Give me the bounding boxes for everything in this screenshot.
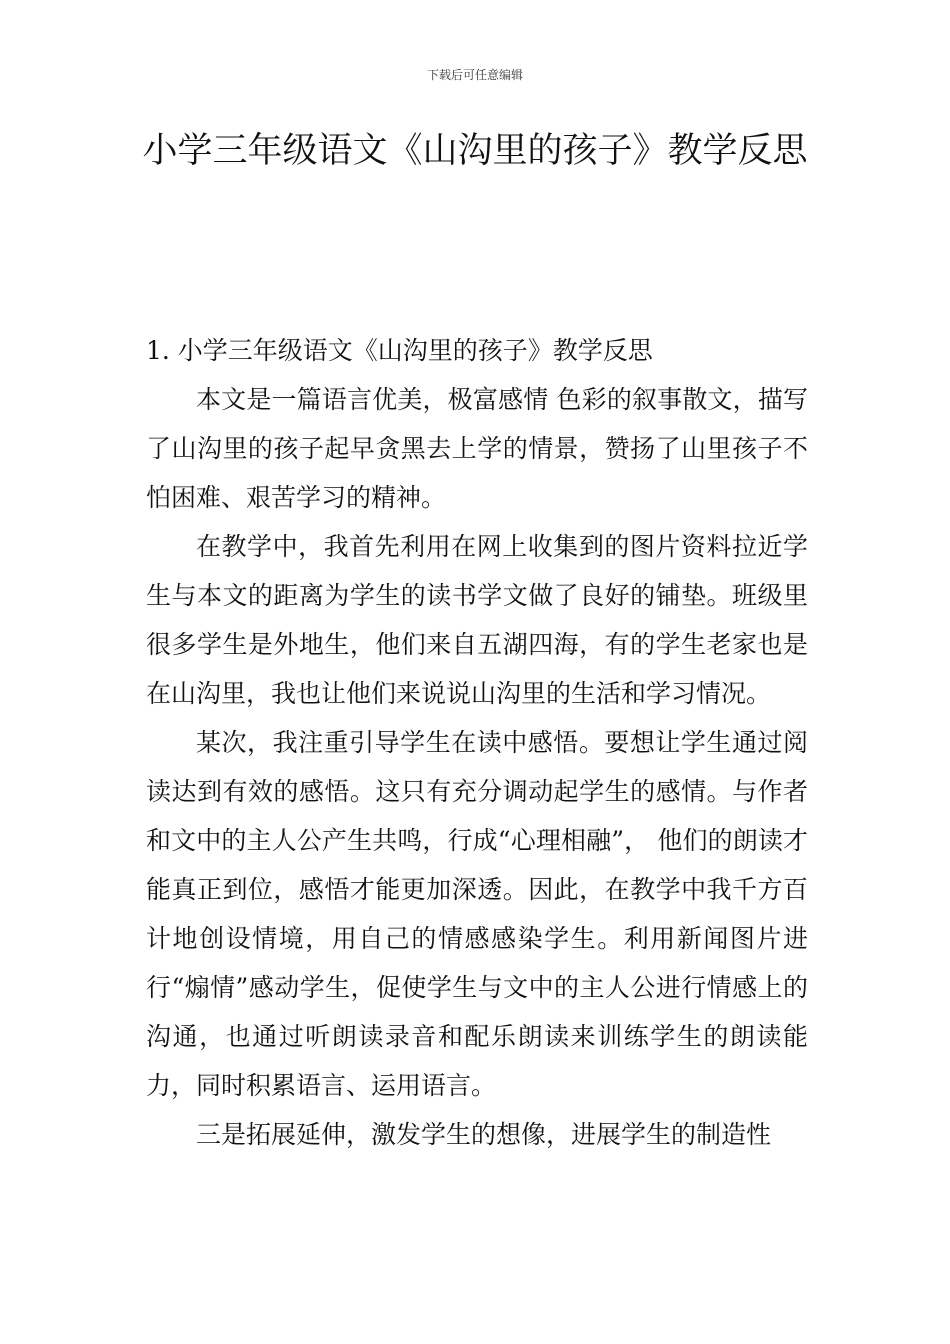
document-title: 小学三年级语文《山沟里的孩子》教学反思: [142, 131, 808, 171]
paragraph-4: 三是拓展延伸，激发学生的想像，进展学生的制造性: [196, 1120, 772, 1149]
paragraph-2: 在教学中，我首先利用在网上收集到的图片资料拉近学生与本文的距离为学生的读书学文做了良好的铺垫。班级里很多学生是外地生，他们来自五湖四海，有的学生老家也是在山沟里，我也让他们来说说山沟里的生活和学习情况。: [146, 532, 808, 708]
section-heading: 1. 小学三年级语文《山沟里的孩子》教学反思: [146, 336, 653, 365]
paragraph-1: 本文是一篇语言优美，极富感情 色彩的叙事散文，描写了山沟里的孩子起早贪黑去上学的情景，赞扬了山里孩子不怕困难、艰苦学习的精神。: [146, 385, 808, 512]
paragraph-3: 某次，我注重引导学生在读中感悟。要想让学生通过阅读达到有效的感悟。这只有充分调动起学生的感情。与作者和文中的主人公产生共鸣，行成“心理相融”， 他们的朗读才能真正到位，感悟才能更加深透。因此，在教学中我千方百计地创设情境，用自己的情感感染学生。利用新闻图片进行“煽情”感动学生，促使学生与文中的主人公进行情感上的沟通，也通过听朗读录音和配乐朗读来训练学生的朗读能力，同时积累语言、运用语言。: [146, 728, 808, 1100]
header-note: 下载后可任意编辑: [426, 68, 523, 82]
document-body: [146, 326, 808, 1159]
